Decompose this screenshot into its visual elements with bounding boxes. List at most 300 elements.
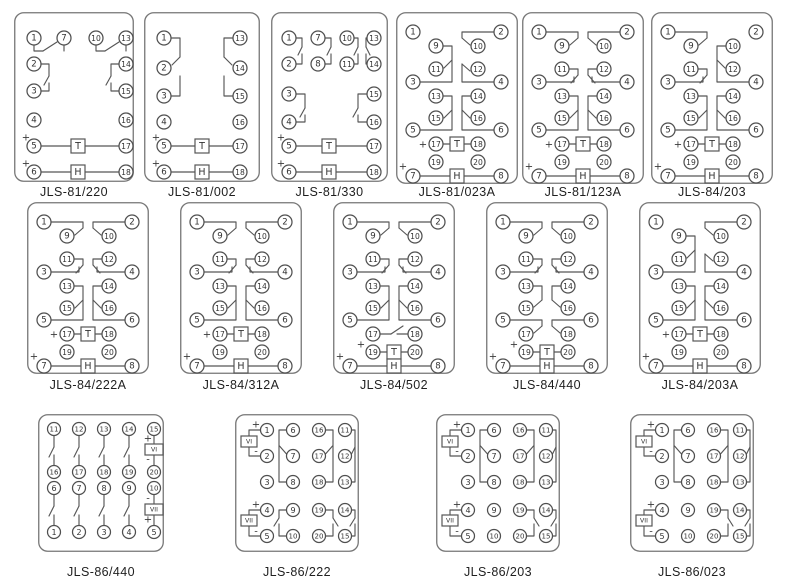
terminal-number: 18 [563, 330, 573, 339]
coil-label: H [237, 361, 245, 372]
terminal-number: 12 [716, 255, 726, 264]
terminal-number: 14 [410, 282, 420, 291]
terminal-number: 15 [431, 114, 441, 123]
coil-label: VII [150, 506, 158, 514]
terminal-number: 8 [101, 484, 107, 493]
relay-panel [640, 203, 761, 392]
panel-label: JLS-84/440 [513, 378, 581, 392]
terminal-number: 8 [435, 361, 441, 372]
terminal-number: 3 [264, 478, 270, 487]
terminal-number: 1 [659, 426, 665, 435]
terminal-number: 5 [536, 125, 542, 136]
terminal-number: 2 [753, 27, 759, 38]
terminal-number: 12 [563, 255, 573, 264]
coil-label: VI [150, 446, 158, 454]
terminal-number: 5 [653, 315, 659, 326]
plus-polarity-mark: + [21, 132, 31, 144]
panel-label: JLS-84/203 [678, 185, 746, 199]
terminal-number: 13 [521, 282, 531, 291]
plus-polarity-mark: + [143, 514, 153, 526]
terminal-number: 13 [215, 282, 225, 291]
coil-label: T [709, 139, 715, 150]
terminal-number: 14 [541, 506, 551, 515]
plus-polarity-mark: + [143, 433, 153, 445]
relay-panel [181, 203, 302, 392]
terminal-number: 7 [315, 33, 321, 44]
terminal-number: 18 [257, 330, 267, 339]
terminal-number: 11 [541, 426, 551, 435]
terminal-number: 14 [124, 425, 134, 434]
terminal-number: 17 [431, 140, 441, 149]
terminal-number: 4 [31, 115, 37, 126]
terminal-number: 14 [257, 282, 267, 291]
terminal-number: 3 [410, 77, 416, 88]
terminal-number: 10 [410, 232, 420, 241]
terminal-number: 7 [536, 171, 542, 182]
plus-polarity-mark: + [488, 351, 498, 363]
terminal-number: 15 [686, 114, 696, 123]
terminal-number: 16 [515, 426, 525, 435]
relay-panel [334, 203, 455, 392]
terminal-number: 8 [315, 59, 321, 70]
plus-polarity-mark: + [276, 132, 286, 144]
coil-label: VI [640, 438, 648, 446]
terminal-number: 20 [599, 158, 609, 167]
terminal-number: 2 [282, 217, 288, 228]
terminal-number: 14 [563, 282, 573, 291]
terminal-number: 2 [659, 452, 665, 461]
terminal-number: 10 [563, 232, 573, 241]
plus-polarity-mark: + [452, 419, 462, 431]
terminal-number: 3 [536, 77, 542, 88]
terminal-number: 11 [686, 65, 696, 74]
terminal-number: 16 [104, 304, 114, 313]
terminal-number: 3 [286, 89, 292, 100]
terminal-number: 13 [686, 92, 696, 101]
panel-label: JLS-84/222A [49, 378, 127, 392]
terminal-number: 6 [491, 426, 497, 435]
terminal-number: 18 [121, 168, 131, 177]
terminal-number: 17 [369, 142, 379, 151]
terminal-number: 17 [74, 468, 84, 477]
terminal-number: 15 [340, 532, 350, 541]
terminal-number: 2 [465, 452, 471, 461]
plus-polarity-mark: + [509, 339, 519, 351]
terminal-number: 3 [465, 478, 471, 487]
terminal-number: 17 [674, 330, 684, 339]
terminal-number: 10 [599, 42, 609, 51]
terminal-number: 15 [62, 304, 72, 313]
coil-label: H [74, 167, 82, 178]
terminal-number: 11 [368, 255, 378, 264]
terminal-number: 7 [61, 33, 67, 44]
terminal-number: 14 [369, 60, 379, 69]
coil-label: T [75, 141, 81, 152]
terminal-number: 10 [342, 34, 352, 43]
terminal-number: 7 [665, 171, 671, 182]
terminal-number: 12 [104, 255, 114, 264]
terminal-number: 10 [149, 484, 159, 493]
terminal-number: 17 [515, 452, 525, 461]
coil-label: H [198, 167, 206, 178]
terminal-number: 4 [588, 267, 594, 278]
coil-label: H [325, 167, 333, 178]
terminal-number: 6 [498, 125, 504, 136]
terminal-number: 7 [76, 484, 82, 493]
terminal-number: 1 [286, 33, 292, 44]
terminal-number: 3 [194, 267, 200, 278]
terminal-number: 20 [257, 348, 267, 357]
minus-polarity-mark: - [455, 446, 459, 458]
terminal-number: 19 [674, 348, 684, 357]
panel-label: JLS-81/023A [418, 185, 496, 199]
terminal-number: 19 [431, 158, 441, 167]
coil-label: VI [245, 438, 253, 446]
terminal-number: 7 [410, 171, 416, 182]
terminal-number: 19 [314, 506, 324, 515]
terminal-number: 13 [674, 282, 684, 291]
terminal-number: 13 [368, 282, 378, 291]
terminal-number: 10 [683, 532, 693, 541]
terminal-number: 18 [473, 140, 483, 149]
terminal-number: 3 [653, 267, 659, 278]
terminal-number: 15 [368, 304, 378, 313]
terminal-number: 1 [665, 27, 671, 38]
terminal-number: 12 [340, 452, 350, 461]
plus-polarity-mark: + [49, 329, 59, 341]
terminal-number: 17 [686, 140, 696, 149]
terminal-number: 12 [599, 65, 609, 74]
terminal-number: 14 [104, 282, 114, 291]
terminal-number: 19 [686, 158, 696, 167]
terminal-number: 6 [129, 315, 135, 326]
terminal-number: 4 [161, 117, 167, 128]
relay-panel [272, 13, 388, 199]
terminal-number: 4 [659, 506, 665, 515]
coil-label: T [697, 329, 703, 340]
terminal-number: 17 [215, 330, 225, 339]
terminal-number: 5 [31, 141, 37, 152]
terminal-number: 4 [465, 506, 471, 515]
terminal-number: 9 [688, 41, 694, 52]
terminal-number: 4 [129, 267, 135, 278]
coil-label: T [544, 347, 550, 358]
plus-polarity-mark: + [182, 351, 192, 363]
terminal-number: 13 [99, 425, 109, 434]
terminal-number: 12 [257, 255, 267, 264]
terminal-number: 2 [264, 452, 270, 461]
terminal-number: 14 [716, 282, 726, 291]
terminal-number: 5 [659, 532, 665, 541]
terminal-number: 2 [161, 63, 167, 74]
terminal-number: 4 [498, 77, 504, 88]
terminal-number: 18 [314, 478, 324, 487]
terminal-number: 17 [557, 140, 567, 149]
terminal-number: 16 [563, 304, 573, 313]
plus-polarity-mark: + [202, 329, 212, 341]
terminal-number: 14 [728, 92, 738, 101]
terminal-number: 16 [716, 304, 726, 313]
terminal-number: 19 [557, 158, 567, 167]
terminal-number: 15 [149, 425, 159, 434]
relay-panel [145, 13, 260, 199]
terminal-number: 16 [599, 114, 609, 123]
terminal-number: 18 [369, 168, 379, 177]
terminal-number: 20 [149, 468, 159, 477]
terminal-number: 2 [286, 59, 292, 70]
terminal-number: 9 [370, 231, 376, 242]
coil-label: T [85, 329, 91, 340]
terminal-number: 10 [104, 232, 114, 241]
terminal-number: 16 [257, 304, 267, 313]
terminal-number: 15 [235, 92, 245, 101]
terminal-number: 20 [104, 348, 114, 357]
terminal-number: 3 [41, 267, 47, 278]
terminal-number: 11 [431, 65, 441, 74]
terminal-number: 13 [735, 478, 745, 487]
terminal-number: 3 [665, 77, 671, 88]
terminal-number: 7 [653, 361, 659, 372]
terminal-number: 6 [685, 426, 691, 435]
relay-panel [236, 415, 359, 579]
terminal-number: 11 [735, 426, 745, 435]
plus-polarity-mark: + [653, 161, 663, 173]
terminal-number: 9 [290, 506, 296, 515]
terminal-number: 15 [369, 90, 379, 99]
panel-label: JLS-86/222 [263, 565, 331, 579]
coil-label: T [238, 329, 244, 340]
plus-polarity-mark: + [335, 351, 345, 363]
terminal-number: 12 [541, 452, 551, 461]
terminal-number: 4 [282, 267, 288, 278]
terminal-number: 9 [523, 231, 529, 242]
plus-polarity-mark: + [251, 499, 261, 511]
panel-label: JLS-86/203 [464, 565, 532, 579]
terminal-number: 17 [314, 452, 324, 461]
terminal-number: 15 [541, 532, 551, 541]
minus-polarity-mark: - [146, 493, 150, 505]
relay-panel [28, 203, 149, 392]
terminal-number: 7 [491, 452, 497, 461]
terminal-number: 11 [62, 255, 72, 264]
terminal-number: 12 [410, 255, 420, 264]
terminal-number: 13 [340, 478, 350, 487]
terminal-number: 4 [264, 506, 270, 515]
coil-label: T [199, 141, 205, 152]
terminal-number: 6 [290, 426, 296, 435]
terminal-number: 18 [235, 168, 245, 177]
terminal-number: 20 [716, 348, 726, 357]
terminal-number: 8 [685, 478, 691, 487]
terminal-number: 20 [314, 532, 324, 541]
terminal-number: 19 [368, 348, 378, 357]
terminal-number: 20 [563, 348, 573, 357]
terminal-number: 18 [709, 478, 719, 487]
terminal-number: 16 [369, 118, 379, 127]
terminal-number: 18 [599, 140, 609, 149]
terminal-number: 15 [215, 304, 225, 313]
plus-polarity-mark: + [418, 139, 428, 151]
coil-label: H [453, 171, 461, 182]
coil-label: VI [446, 438, 454, 446]
terminal-number: 19 [215, 348, 225, 357]
terminal-number: 16 [709, 426, 719, 435]
terminal-number: 1 [31, 33, 37, 44]
terminal-number: 4 [624, 77, 630, 88]
terminal-number: 15 [557, 114, 567, 123]
terminal-number: 5 [194, 315, 200, 326]
coil-label: T [326, 141, 332, 152]
terminal-number: 16 [410, 304, 420, 313]
terminal-number: 12 [473, 65, 483, 74]
plus-polarity-mark: + [276, 158, 286, 170]
panel-label: JLS-81/330 [295, 185, 364, 199]
terminal-number: 4 [286, 117, 292, 128]
terminal-number: 11 [557, 65, 567, 74]
coil-label: VII [640, 517, 648, 525]
plus-polarity-mark: + [646, 499, 656, 511]
terminal-number: 5 [410, 125, 416, 136]
panel-label: JLS-84/312A [202, 378, 280, 392]
terminal-number: 15 [674, 304, 684, 313]
terminal-number: 14 [235, 64, 245, 73]
terminal-number: 2 [435, 217, 441, 228]
terminal-number: 16 [49, 468, 59, 477]
panel-label: JLS-84/203A [661, 378, 739, 392]
terminal-number: 11 [340, 426, 350, 435]
relay-panel [437, 415, 560, 579]
terminal-number: 1 [161, 33, 167, 44]
terminal-number: 6 [741, 315, 747, 326]
coil-label: H [543, 361, 551, 372]
terminal-number: 18 [716, 330, 726, 339]
terminal-number: 13 [557, 92, 567, 101]
terminal-number: 6 [31, 167, 37, 178]
terminal-number: 6 [435, 315, 441, 326]
terminal-number: 5 [465, 532, 471, 541]
terminal-number: 4 [741, 267, 747, 278]
terminal-number: 18 [99, 468, 109, 477]
coil-label: VII [245, 517, 253, 525]
terminal-number: 14 [735, 506, 745, 515]
terminal-number: 6 [51, 484, 57, 493]
terminal-number: 18 [410, 330, 420, 339]
terminal-number: 4 [435, 267, 441, 278]
terminal-number: 7 [500, 361, 506, 372]
plus-polarity-mark: + [673, 139, 683, 151]
panel-label: JLS-86/440 [67, 565, 135, 579]
terminal-number: 11 [521, 255, 531, 264]
terminal-number: 19 [515, 506, 525, 515]
plus-polarity-mark: + [151, 158, 161, 170]
terminal-number: 9 [685, 506, 691, 515]
minus-polarity-mark: - [146, 454, 150, 466]
terminal-number: 6 [624, 125, 630, 136]
plus-polarity-mark: + [21, 158, 31, 170]
terminal-number: 13 [235, 34, 245, 43]
minus-polarity-mark: - [254, 526, 258, 538]
terminal-number: 3 [347, 267, 353, 278]
plus-polarity-mark: + [661, 329, 671, 341]
terminal-number: 16 [314, 426, 324, 435]
terminal-number: 10 [716, 232, 726, 241]
terminal-number: 6 [286, 167, 292, 178]
terminal-number: 3 [101, 528, 107, 537]
terminal-number: 7 [290, 452, 296, 461]
terminal-number: 14 [121, 60, 131, 69]
relay-panel [15, 13, 134, 199]
terminal-number: 8 [290, 478, 296, 487]
terminal-number: 6 [753, 125, 759, 136]
plus-polarity-mark: + [452, 499, 462, 511]
minus-polarity-mark: - [649, 526, 653, 538]
terminal-number: 13 [369, 34, 379, 43]
terminal-number: 13 [62, 282, 72, 291]
terminal-number: 1 [51, 528, 57, 537]
terminal-number: 9 [491, 506, 497, 515]
terminal-number: 2 [741, 217, 747, 228]
terminal-number: 2 [31, 59, 37, 70]
terminal-number: 2 [76, 528, 82, 537]
terminal-number: 5 [264, 532, 270, 541]
terminal-number: 3 [500, 267, 506, 278]
coil-label: H [84, 361, 92, 372]
coil-label: T [580, 139, 586, 150]
relay-panel [652, 13, 773, 199]
terminal-number: 20 [728, 158, 738, 167]
terminal-number: 14 [473, 92, 483, 101]
terminal-number: 9 [64, 231, 70, 242]
terminal-number: 19 [62, 348, 72, 357]
terminal-number: 12 [728, 65, 738, 74]
plus-polarity-mark: + [524, 161, 534, 173]
terminal-number: 11 [674, 255, 684, 264]
plus-polarity-mark: + [646, 419, 656, 431]
terminal-number: 17 [62, 330, 72, 339]
terminal-number: 10 [257, 232, 267, 241]
terminal-number: 17 [709, 452, 719, 461]
terminal-number: 8 [753, 171, 759, 182]
plus-polarity-mark: + [251, 419, 261, 431]
plus-polarity-mark: + [29, 351, 39, 363]
terminal-number: 20 [515, 532, 525, 541]
terminal-number: 5 [41, 315, 47, 326]
terminal-number: 5 [347, 315, 353, 326]
terminal-number: 20 [410, 348, 420, 357]
terminal-number: 1 [410, 27, 416, 38]
plus-polarity-mark: + [398, 161, 408, 173]
terminal-number: 8 [624, 171, 630, 182]
minus-polarity-mark: - [254, 446, 258, 458]
plus-polarity-mark: + [544, 139, 554, 151]
terminal-number: 12 [735, 452, 745, 461]
terminal-number: 7 [41, 361, 47, 372]
panel-label: JLS-81/220 [40, 185, 108, 199]
terminal-number: 10 [288, 532, 298, 541]
terminal-number: 8 [282, 361, 288, 372]
terminal-number: 3 [31, 86, 37, 97]
terminal-number: 10 [473, 42, 483, 51]
terminal-number: 2 [498, 27, 504, 38]
terminal-number: 1 [264, 426, 270, 435]
terminal-number: 1 [653, 217, 659, 228]
terminal-number: 9 [433, 41, 439, 52]
terminal-number: 9 [126, 484, 132, 493]
minus-polarity-mark: - [455, 526, 459, 538]
terminal-number: 5 [665, 125, 671, 136]
terminal-number: 15 [521, 304, 531, 313]
relay-panel [487, 203, 608, 392]
